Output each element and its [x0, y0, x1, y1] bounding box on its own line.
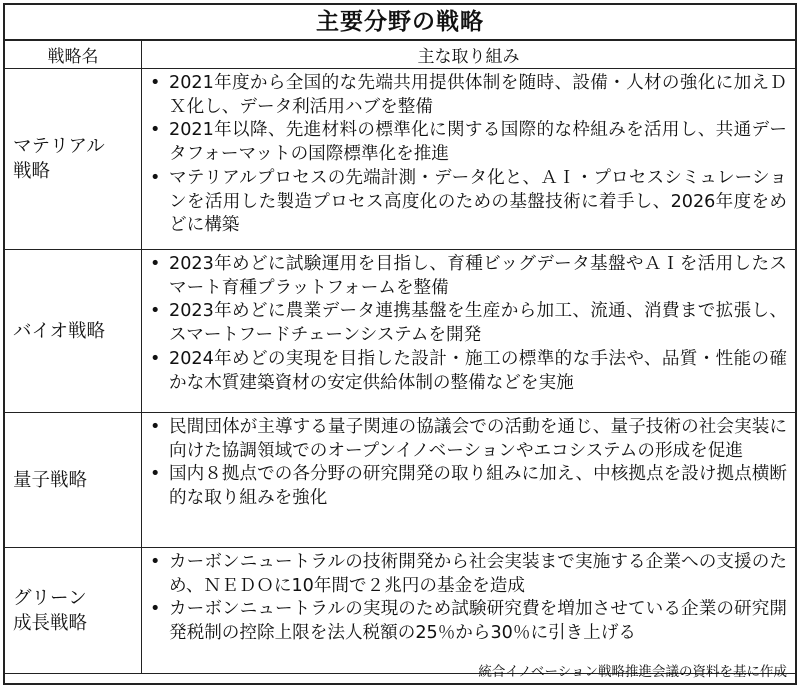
bullet-icon: • — [150, 254, 161, 274]
list-item — [150, 598, 787, 645]
bullet-icon: • — [150, 120, 161, 141]
strategy-name-cell — [5, 548, 142, 674]
bullet-icon: • — [150, 552, 161, 572]
strategy-name-cell — [5, 413, 142, 548]
bullet-icon: • — [150, 348, 161, 369]
item-text: 国内８拠点での各分野の研究開発の取り組みに加え、中核拠点を設け拠点横断的な取り組みを強化 — [169, 464, 787, 509]
strategy-name-line: グリーン — [13, 587, 87, 609]
list-item — [150, 463, 787, 510]
item-text: マテリアルプロセスの先端計測・データ化と、ＡＩ・プロセスシミュレーションを活用した製造プロセス高度化のための基盤技術に着手し、2026年度をめどに構築 — [169, 167, 787, 236]
item-text: 2021年度から全国的な先端共用提供体制を随時、設備・人材の強化に加えＤＸ化し、データ利活用ハブを整備 — [169, 73, 787, 117]
item-text: 2024年めどの実現を目指した設計・施工の標準的な手法や、品質・性能の確かな木質建築資材の安定供給体制の整備などを実施 — [169, 348, 787, 393]
initiatives-cell — [142, 413, 796, 548]
header-strategy-name: 戦略名 — [5, 41, 142, 69]
initiatives-cell — [142, 548, 796, 674]
strategy-table-panel — [3, 3, 797, 685]
item-text: 2023年めどに試験運用を目指し、育種ビッグデータ基盤やＡＩを活用したスマート育種プラットフォームを整備 — [169, 254, 787, 298]
bullet-icon: • — [150, 167, 161, 188]
bullet-icon: • — [150, 417, 161, 437]
strategy-name-line: 成長戦略 — [13, 612, 88, 634]
list-item — [150, 72, 787, 119]
initiatives-cell — [142, 250, 796, 413]
table-row — [5, 250, 795, 413]
item-text: 民間団体が主導する量子関連の協議会での活動を通じ、量子技術の社会実装に向けた協調領域でのオープンイノベーションやエコシステムの形成を促進 — [169, 417, 787, 461]
bullet-icon: • — [150, 599, 161, 620]
strategy-name-line: 戦略 — [13, 161, 51, 182]
strategy-name-line: 量子戦略 — [13, 469, 88, 491]
item-text: 2023年めどに農業データ連携基盤を生産から加工、流通、消費まで拡張し、スマートフードチェーンシステムを開発 — [169, 301, 787, 346]
list-item — [150, 253, 787, 300]
table-row — [5, 548, 795, 674]
strategy-name-cell — [5, 250, 142, 413]
list-item — [150, 300, 787, 347]
bullet-icon: • — [150, 464, 161, 485]
initiatives-cell — [142, 69, 796, 250]
list-item — [150, 167, 787, 238]
strategy-table — [5, 41, 795, 674]
strategy-name-line: マテリアル — [13, 136, 105, 157]
table-row — [5, 69, 795, 250]
strategy-name-line: バイオ戦略 — [13, 320, 105, 342]
item-text: カーボンニュートラルの技術開発から社会実装まで実施する企業への支援のため、ＮＥＤＯに10年間で２兆円の基金を造成 — [169, 552, 787, 596]
list-item — [150, 348, 787, 395]
source-note: 統合イノベーション戦略推進会議の資料を基に作成 — [478, 664, 787, 680]
item-text: 2021年以降、先進材料の標準化に関する国際的な枠組みを活用し、共通データフォーマットの国際標準化を推進 — [169, 120, 787, 165]
table-row — [5, 413, 795, 548]
header-main-initiatives: 主な取り組み — [142, 41, 796, 69]
list-item — [150, 416, 787, 463]
table-title: 主要分野の戦略 — [5, 5, 795, 41]
strategy-name-cell — [5, 69, 142, 250]
item-text: カーボンニュートラルの実現のため試験研究費を増加させている企業の研究開発税制の控除上限を法人税額の25％から30％に引き上げる — [169, 599, 787, 644]
list-item — [150, 551, 787, 598]
bullet-icon: • — [150, 301, 161, 322]
list-item — [150, 119, 787, 166]
bullet-icon: • — [150, 73, 161, 93]
